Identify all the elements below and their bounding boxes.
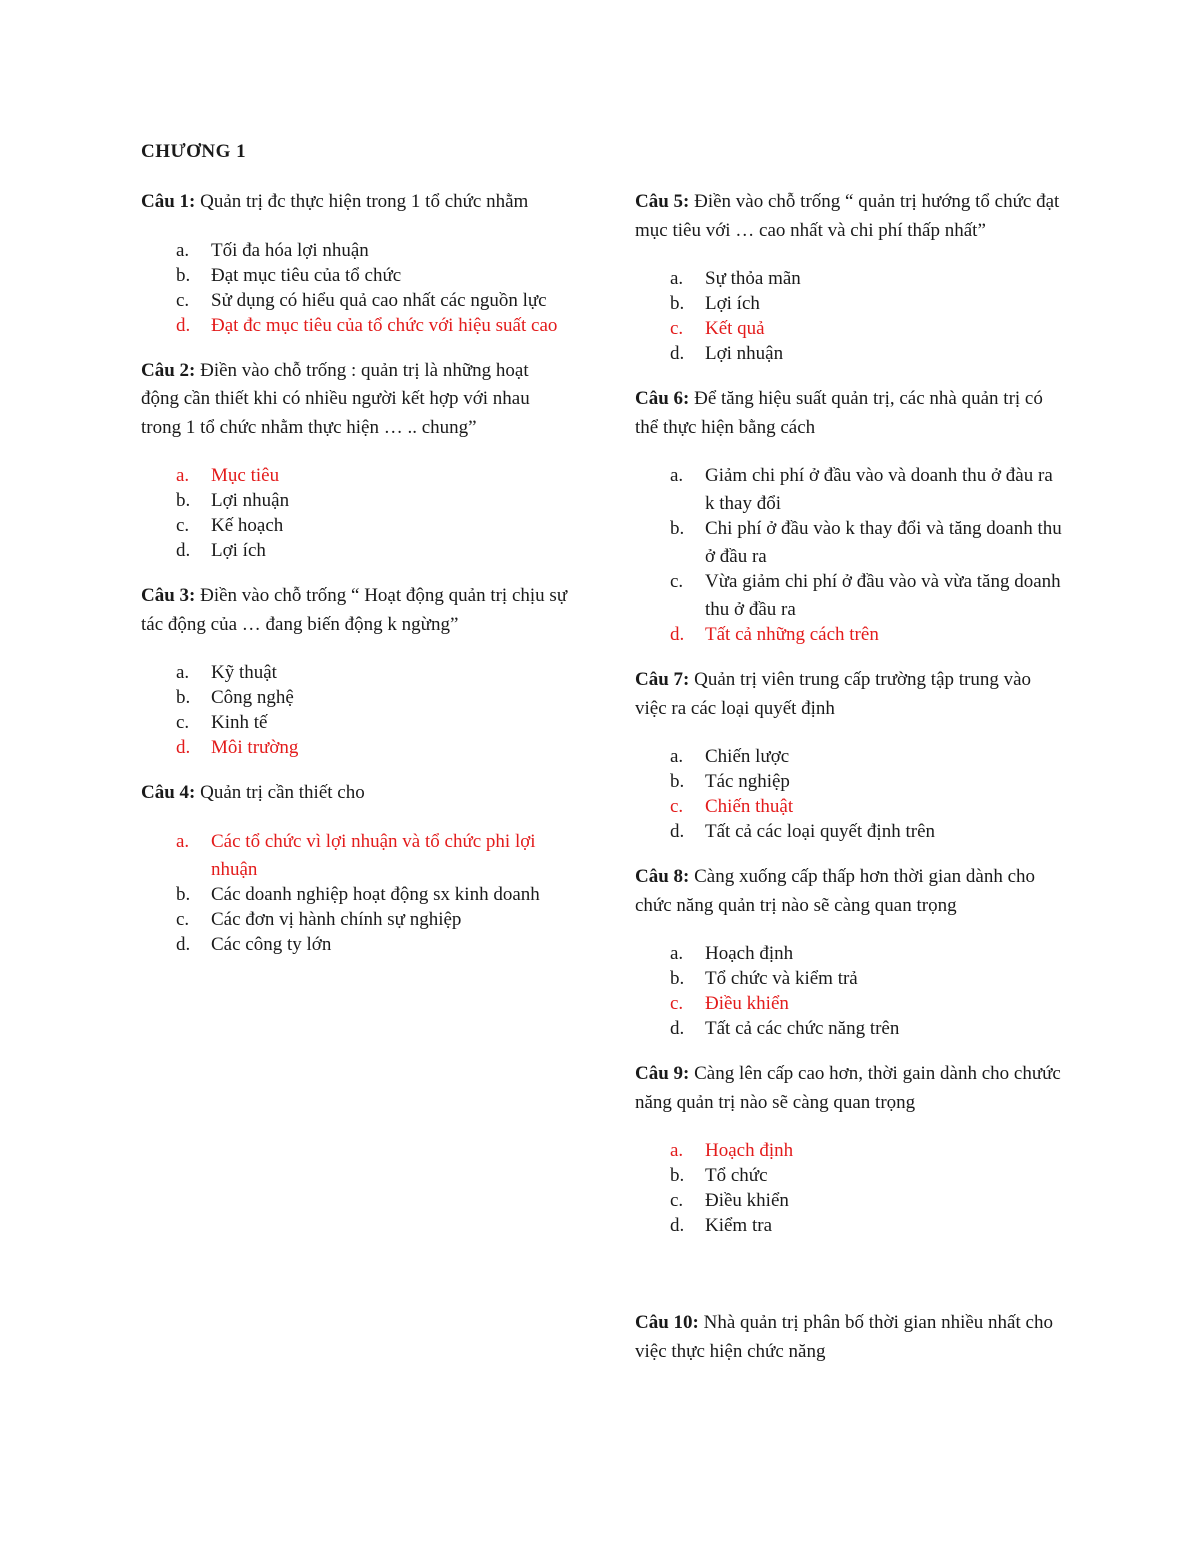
right-column: [635, 188, 1065, 1386]
answer-option: [141, 659, 571, 687]
answer-options: [635, 462, 1065, 649]
answer-options: [635, 1137, 1065, 1240]
question-text: [635, 863, 1065, 920]
chapter-title: CHƯƠNG 1: [141, 141, 247, 162]
option-text: Môi trường: [211, 737, 299, 758]
option-letter: b.: [670, 518, 685, 539]
answer-option: [635, 1212, 1065, 1240]
option-text: Điều khiển: [705, 993, 789, 1014]
option-letter: c.: [670, 1190, 684, 1211]
option-text: Các đơn vị hành chính sự nghiệp: [211, 908, 462, 930]
option-text: Đạt đc mục tiêu của tổ chức với hiệu suất cao: [211, 314, 558, 336]
answer-option: [141, 931, 571, 959]
option-text: Lợi ích: [705, 293, 760, 314]
question-text: [141, 357, 571, 443]
option-letter: b.: [176, 490, 191, 511]
answer-option-correct: [635, 1137, 1065, 1165]
option-letter: b.: [176, 883, 191, 905]
answer-option-correct: [635, 621, 1065, 649]
question-number: Câu 7:: [635, 669, 690, 690]
question-text: [141, 582, 571, 639]
question: [635, 188, 1065, 368]
question-text: [141, 779, 571, 808]
option-text: Sự thỏa mãn: [705, 268, 801, 289]
option-letter: d.: [176, 314, 191, 336]
answer-option: [635, 1162, 1065, 1190]
answer-option: [141, 287, 571, 315]
option-text: Đạt mục tiêu của tổ chức: [211, 264, 402, 286]
option-letter: a.: [176, 662, 190, 683]
option-letter: d.: [670, 343, 685, 364]
option-text: Hoạch định: [705, 1140, 794, 1161]
option-text: Tất cả những cách trên: [705, 624, 879, 645]
option-text: Tổ chức: [705, 1165, 768, 1186]
option-letter: b.: [176, 264, 191, 286]
option-letter: a.: [176, 830, 190, 852]
option-letter: a.: [670, 943, 684, 964]
question-number: Câu 3:: [141, 585, 196, 606]
option-text: Kỹ thuật: [211, 662, 277, 683]
answer-options: [141, 462, 571, 565]
option-letter: a.: [176, 465, 190, 486]
question-body: Điền vào chỗ trống : quản trị là những hoạt động cần thiết khi có nhiều người kết hợp với nhau trong 1 tổ chức nhằm thực hiện … .. chung”: [141, 359, 530, 438]
question-number: Câu 2:: [141, 359, 196, 381]
option-letter: b.: [670, 771, 685, 792]
option-letter: d.: [670, 624, 685, 645]
question-number: Câu 4:: [141, 782, 196, 803]
option-text: Lợi ích: [211, 540, 266, 561]
answer-option: [141, 684, 571, 712]
answer-option: [635, 290, 1065, 318]
option-letter: c.: [670, 796, 684, 817]
question-text: [635, 188, 1065, 245]
option-letter: c.: [176, 908, 190, 930]
question-body: Quản trị đc thực hiện trong 1 tổ chức nhằm: [195, 191, 529, 212]
answer-option-correct: [635, 990, 1065, 1018]
option-letter: a.: [670, 268, 684, 289]
question: [141, 188, 571, 340]
question-body: Quản trị viên trung cấp trường tập trung vào việc ra các loại quyết định: [635, 669, 1032, 719]
answer-options: [635, 265, 1065, 368]
option-text: Kế hoạch: [211, 515, 284, 536]
answer-option: [141, 262, 571, 290]
question: [635, 666, 1065, 846]
option-text: Kết quả: [705, 318, 765, 339]
question-text: [635, 385, 1065, 442]
option-text: Tất cả các chức năng trên: [705, 1018, 900, 1039]
option-letter: d.: [670, 1018, 685, 1039]
answer-options: [141, 237, 571, 340]
question-number: Câu 5:: [635, 191, 690, 212]
answer-option: [635, 1015, 1065, 1043]
option-text: Chiến thuật: [705, 796, 794, 817]
option-letter: d.: [670, 1215, 685, 1236]
answer-options: [141, 659, 571, 762]
question: [635, 863, 1065, 1043]
answer-option-correct: [141, 828, 571, 884]
question: [141, 357, 571, 566]
option-text: Kinh tế: [211, 712, 268, 733]
option-text: Sử dụng có hiểu quả cao nhất các nguồn lực: [211, 289, 547, 311]
answer-option: [635, 940, 1065, 968]
question-text: [141, 188, 571, 217]
question: [635, 385, 1065, 649]
option-text: Lợi nhuận: [211, 490, 290, 511]
answer-option-correct: [141, 462, 571, 490]
question-number: Câu 6:: [635, 388, 690, 409]
question-body: Nhà quản trị phân bố thời gian nhiều nhất cho việc thực hiện chức năng: [635, 1312, 1053, 1362]
answer-option: [635, 965, 1065, 993]
answer-option-correct: [141, 734, 571, 762]
answer-option-correct: [141, 312, 571, 340]
option-letter: a.: [670, 746, 684, 767]
option-letter: b.: [176, 687, 191, 708]
answer-options: [635, 743, 1065, 846]
left-column: [141, 188, 571, 976]
answer-option: [141, 512, 571, 540]
question: [141, 779, 571, 959]
answer-option: [141, 709, 571, 737]
option-letter: d.: [670, 821, 685, 842]
option-letter: d.: [176, 933, 191, 955]
option-letter: d.: [176, 737, 191, 758]
answer-option: [141, 237, 571, 265]
option-text: Kiểm tra: [705, 1215, 773, 1236]
option-text: Vừa giảm chi phí ở đầu vào và vừa tăng doanh thu ở đầu ra: [705, 571, 1061, 620]
option-text: Các công ty lớn: [211, 933, 332, 955]
option-text: Các doanh nghiệp hoạt động sx kinh doanh: [211, 883, 540, 905]
answer-option: [635, 818, 1065, 846]
answer-option-correct: [635, 315, 1065, 343]
answer-option: [635, 340, 1065, 368]
answer-option: [141, 487, 571, 515]
answer-options: [635, 940, 1065, 1043]
option-letter: b.: [670, 293, 685, 314]
question-text: [635, 666, 1065, 723]
option-text: Giảm chi phí ở đầu vào và doanh thu ở đàu ra k thay đổi: [705, 465, 1053, 514]
option-text: Công nghệ: [211, 687, 294, 708]
option-letter: b.: [670, 968, 685, 989]
option-letter: c.: [670, 993, 684, 1014]
question-number: Câu 8:: [635, 866, 690, 887]
option-text: Tối đa hóa lợi nhuận: [211, 239, 369, 261]
question: [141, 582, 571, 762]
answer-option: [141, 881, 571, 909]
answer-options: [141, 828, 571, 959]
answer-option: [635, 768, 1065, 796]
question: [635, 1309, 1065, 1366]
question-number: Câu 1:: [141, 191, 196, 212]
option-text: Tất cả các loại quyết định trên: [705, 821, 936, 842]
question-body: Càng lên cấp cao hơn, thời gain dành cho chưức năng quản trị nào sẽ càng quan trọng: [635, 1063, 1061, 1113]
question-body: Điền vào chỗ trống “ quản trị hướng tổ chức đạt mục tiêu với … cao nhất và chi phí thấp nhất”: [635, 191, 1060, 241]
option-letter: a.: [176, 239, 190, 261]
question: [635, 1060, 1065, 1240]
answer-option: [141, 906, 571, 934]
option-letter: b.: [670, 1165, 685, 1186]
question-text: [635, 1060, 1065, 1117]
option-letter: a.: [670, 465, 684, 486]
answer-option: [635, 515, 1065, 571]
option-text: Chi phí ở đầu vào k thay đổi và tăng doanh thu ở đầu ra: [705, 518, 1062, 567]
question-body: Điền vào chỗ trống “ Hoạt động quản trị chịu sự tác động của … đang biến động k ngừng”: [141, 585, 568, 635]
option-text: Tác nghiệp: [705, 771, 790, 792]
option-text: Các tổ chức vì lợi nhuận và tổ chức phi lợi nhuận: [211, 830, 536, 880]
option-letter: c.: [176, 712, 190, 733]
question-body: Để tăng hiệu suất quản trị, các nhà quản trị có thể thực hiện bằng cách: [635, 388, 1043, 438]
option-text: Hoạch định: [705, 943, 794, 964]
option-letter: a.: [670, 1140, 684, 1161]
answer-option: [635, 265, 1065, 293]
option-letter: c.: [176, 289, 190, 311]
option-letter: c.: [670, 571, 684, 592]
option-text: Mục tiêu: [211, 465, 280, 486]
option-text: Tổ chức và kiểm trả: [705, 968, 858, 989]
spacer: [635, 1257, 1065, 1309]
question-text: [635, 1309, 1065, 1366]
question-number: Câu 9:: [635, 1063, 690, 1084]
option-letter: c.: [670, 318, 684, 339]
question-body: Quản trị cần thiết cho: [195, 782, 365, 803]
answer-option: [635, 462, 1065, 518]
option-letter: d.: [176, 540, 191, 561]
option-letter: c.: [176, 515, 190, 536]
question-number: Câu 10:: [635, 1312, 699, 1333]
option-text: Chiến lược: [705, 746, 790, 767]
answer-option: [635, 568, 1065, 624]
answer-option: [635, 743, 1065, 771]
answer-option: [141, 537, 571, 565]
answer-option: [635, 1187, 1065, 1215]
question-body: Càng xuống cấp thấp hơn thời gian dành cho chức năng quản trị nào sẽ càng quan trọng: [635, 866, 1036, 916]
answer-option-correct: [635, 793, 1065, 821]
option-text: Điều khiển: [705, 1190, 789, 1211]
option-text: Lợi nhuận: [705, 343, 784, 364]
